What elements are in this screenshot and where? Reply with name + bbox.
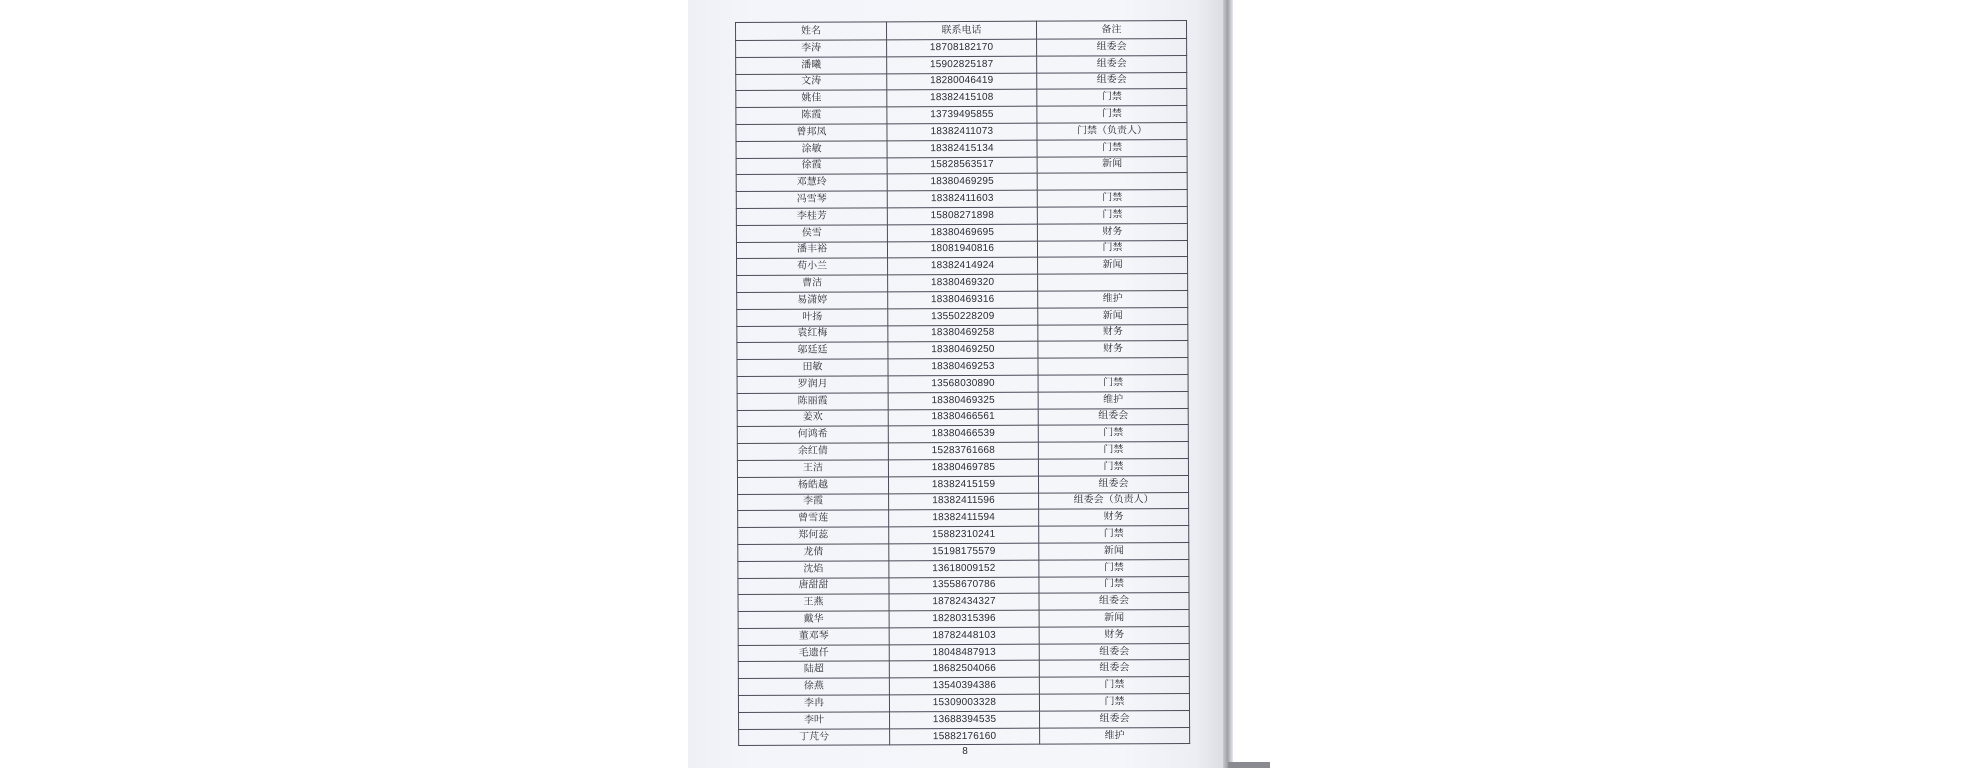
page-binding-shadow [1223,0,1233,768]
note-cell: 门禁 [1038,425,1188,442]
page-edge-tab [1228,762,1270,768]
name-cell: 李桂芳 [736,208,887,225]
table-row [736,206,1187,225]
note-cell: 维护 [1038,391,1188,408]
name-cell: 冯雪琴 [736,191,887,208]
contact-table-wrapper [735,20,1189,746]
note-cell: 门禁 [1037,240,1187,257]
table-row [738,509,1189,528]
name-cell: 沈焰 [738,561,889,578]
table-row [738,542,1189,561]
note-cell: 门禁 [1038,442,1188,459]
phone-cell: 15198175579 [889,543,1039,560]
phone-cell: 18380466561 [888,409,1038,426]
note-cell: 组委会 [1037,55,1187,72]
name-cell: 李涛 [736,40,887,57]
phone-cell: 13540394386 [889,677,1039,694]
table-row [738,694,1189,713]
note-cell: 门禁 [1039,559,1189,576]
phone-cell: 13558670786 [889,577,1039,594]
phone-cell: 18708182170 [887,39,1037,56]
note-cell: 组委会 [1038,475,1188,492]
name-cell: 苟小兰 [737,258,888,275]
table-row [738,593,1189,612]
name-cell: 易潇婷 [737,292,888,309]
note-cell: 维护 [1038,290,1188,307]
name-cell: 王洁 [737,460,888,477]
table-row [736,123,1187,142]
note-cell: 组委会 [1038,408,1188,425]
table-row [737,358,1188,377]
table-row [739,710,1190,729]
table-row [738,660,1189,679]
note-cell: 门禁 [1038,374,1188,391]
phone-cell: 18782434327 [889,593,1039,610]
phone-cell: 18380469695 [887,224,1037,241]
note-cell: 门禁 [1037,139,1187,156]
table-row [737,257,1188,276]
name-cell: 戴华 [738,611,889,628]
note-cell: 门禁（负责人） [1037,123,1187,140]
phone-cell: 18380469325 [888,392,1038,409]
table-row [738,677,1189,696]
name-cell: 王燕 [738,594,889,611]
name-cell: 邬廷廷 [737,342,888,359]
table-row [739,727,1190,746]
note-cell: 门禁 [1039,677,1189,694]
table-row [737,391,1188,410]
phone-cell: 18382411073 [887,123,1037,140]
table-row [736,55,1187,74]
header-phone: 联系电话 [887,21,1037,40]
note-cell: 组委会 [1037,39,1187,56]
phone-cell: 18782448103 [889,627,1039,644]
table-row [737,307,1188,326]
phone-cell: 18382415108 [887,90,1037,107]
table-row [737,458,1188,477]
name-cell: 姜欢 [737,409,888,426]
note-cell: 财务 [1039,626,1189,643]
note-cell: 门禁 [1037,206,1187,223]
phone-cell: 18382414924 [888,258,1038,275]
table-row [737,324,1188,343]
phone-cell: 15828563517 [887,157,1037,174]
name-cell: 徐燕 [738,678,889,695]
phone-cell: 15309003328 [889,694,1039,711]
note-cell: 财务 [1038,324,1188,341]
name-cell: 罗润月 [737,376,888,393]
name-cell: 李冉 [738,695,889,712]
table-row [738,576,1189,595]
phone-cell: 18380469320 [888,274,1038,291]
phone-cell: 18382411596 [889,493,1039,510]
name-cell: 叶扬 [737,309,888,326]
name-cell: 陈丽霞 [737,393,888,410]
table-row [736,106,1187,125]
table-row [738,643,1189,662]
name-cell: 杨皓越 [737,477,888,494]
note-cell: 财务 [1037,223,1187,240]
note-cell: 组委会 [1039,593,1189,610]
note-cell: 财务 [1039,509,1189,526]
name-cell: 陆超 [738,661,889,678]
name-cell: 李叶 [739,712,890,729]
phone-cell: 18382411603 [887,190,1037,207]
note-cell [1038,358,1188,375]
name-cell: 曾邦凤 [736,124,887,141]
table-row [737,341,1188,360]
name-cell: 袁红梅 [737,325,888,342]
name-cell: 曹洁 [737,275,888,292]
phone-cell: 15808271898 [887,207,1037,224]
name-cell: 唐甜甜 [738,577,889,594]
phone-cell: 18380469258 [888,325,1038,342]
table-row [737,425,1188,444]
phone-cell: 18081940816 [887,241,1037,258]
name-cell: 潘丰裕 [736,241,887,258]
note-cell: 组委会 [1039,643,1189,660]
table-row [737,290,1188,309]
name-cell: 侯雪 [736,225,887,242]
note-cell: 组委会（负责人） [1039,492,1189,509]
table-row [737,442,1188,461]
note-cell: 组委会 [1039,660,1189,677]
name-cell: 田敏 [737,359,888,376]
note-cell: 门禁 [1039,576,1189,593]
note-cell: 门禁 [1039,526,1189,543]
name-cell: 涂敏 [736,141,887,158]
phone-cell: 18382415159 [888,476,1038,493]
table-row [736,240,1187,259]
name-cell: 余红倩 [737,443,888,460]
phone-cell: 18280046419 [887,73,1037,90]
name-cell: 董邓琴 [738,628,889,645]
table-row [737,374,1188,393]
table-row [737,475,1188,494]
table-row [736,156,1187,175]
header-name: 姓名 [736,22,887,41]
table-body [736,39,1190,746]
name-cell: 龙倩 [738,544,889,561]
table-row [736,72,1187,91]
table-row [737,274,1188,293]
table-row [736,190,1187,209]
table-row [736,173,1187,192]
table-row [736,223,1187,242]
table-row [738,492,1189,511]
phone-cell: 13688394535 [890,711,1040,728]
note-cell: 财务 [1038,341,1188,358]
table-row [738,626,1189,645]
name-cell: 曾雪莲 [738,510,889,527]
name-cell: 陈霞 [736,107,887,124]
page-number: 8 [962,746,968,757]
name-cell: 文涛 [736,73,887,90]
phone-cell: 18380469250 [888,342,1038,359]
header-note: 备注 [1036,21,1186,40]
note-cell: 门禁 [1037,106,1187,123]
phone-cell: 18382415134 [887,140,1037,157]
note-cell: 新闻 [1037,156,1187,173]
table-row [738,610,1189,629]
name-cell: 李霞 [738,493,889,510]
note-cell: 新闻 [1039,542,1189,559]
table-row [738,526,1189,545]
table-header-row [736,21,1187,41]
phone-cell: 18380469253 [888,358,1038,375]
note-cell: 门禁 [1037,89,1187,106]
note-cell: 组委会 [1037,72,1187,89]
phone-cell: 18048487913 [889,644,1039,661]
note-cell: 门禁 [1038,458,1188,475]
table-row [736,89,1187,108]
note-cell [1037,173,1187,190]
phone-cell: 13550228209 [888,308,1038,325]
phone-cell: 15283761668 [888,442,1038,459]
name-cell: 徐霞 [736,157,887,174]
phone-cell: 18380469295 [887,174,1037,191]
name-cell: 姚佳 [736,90,887,107]
table-row [737,408,1188,427]
phone-cell: 15882176160 [890,728,1040,745]
table-row [736,39,1187,58]
table-row [738,559,1189,578]
name-cell: 何鸿希 [737,426,888,443]
name-cell: 郑何蕊 [738,527,889,544]
name-cell: 丁芃兮 [739,729,890,746]
phone-cell: 18380469316 [888,291,1038,308]
phone-cell: 15902825187 [887,56,1037,73]
note-cell: 门禁 [1037,190,1187,207]
note-cell: 门禁 [1039,694,1189,711]
contact-table [735,20,1190,746]
note-cell: 新闻 [1038,257,1188,274]
phone-cell: 18280315396 [889,610,1039,627]
note-cell [1038,274,1188,291]
table-row [736,139,1187,158]
phone-cell: 18382411594 [889,509,1039,526]
name-cell: 毛遗仟 [738,645,889,662]
phone-cell: 13739495855 [887,106,1037,123]
phone-cell: 18380466539 [888,426,1038,443]
phone-cell: 18380469785 [888,459,1038,476]
name-cell: 潘曦 [736,57,887,74]
phone-cell: 13618009152 [889,560,1039,577]
note-cell: 组委会 [1040,710,1190,727]
phone-cell: 13568030890 [888,375,1038,392]
name-cell: 邓慧玲 [736,174,887,191]
note-cell: 新闻 [1038,307,1188,324]
note-cell: 新闻 [1039,610,1189,627]
phone-cell: 15882310241 [889,526,1039,543]
phone-cell: 18682504066 [889,661,1039,678]
note-cell: 维护 [1040,727,1190,744]
